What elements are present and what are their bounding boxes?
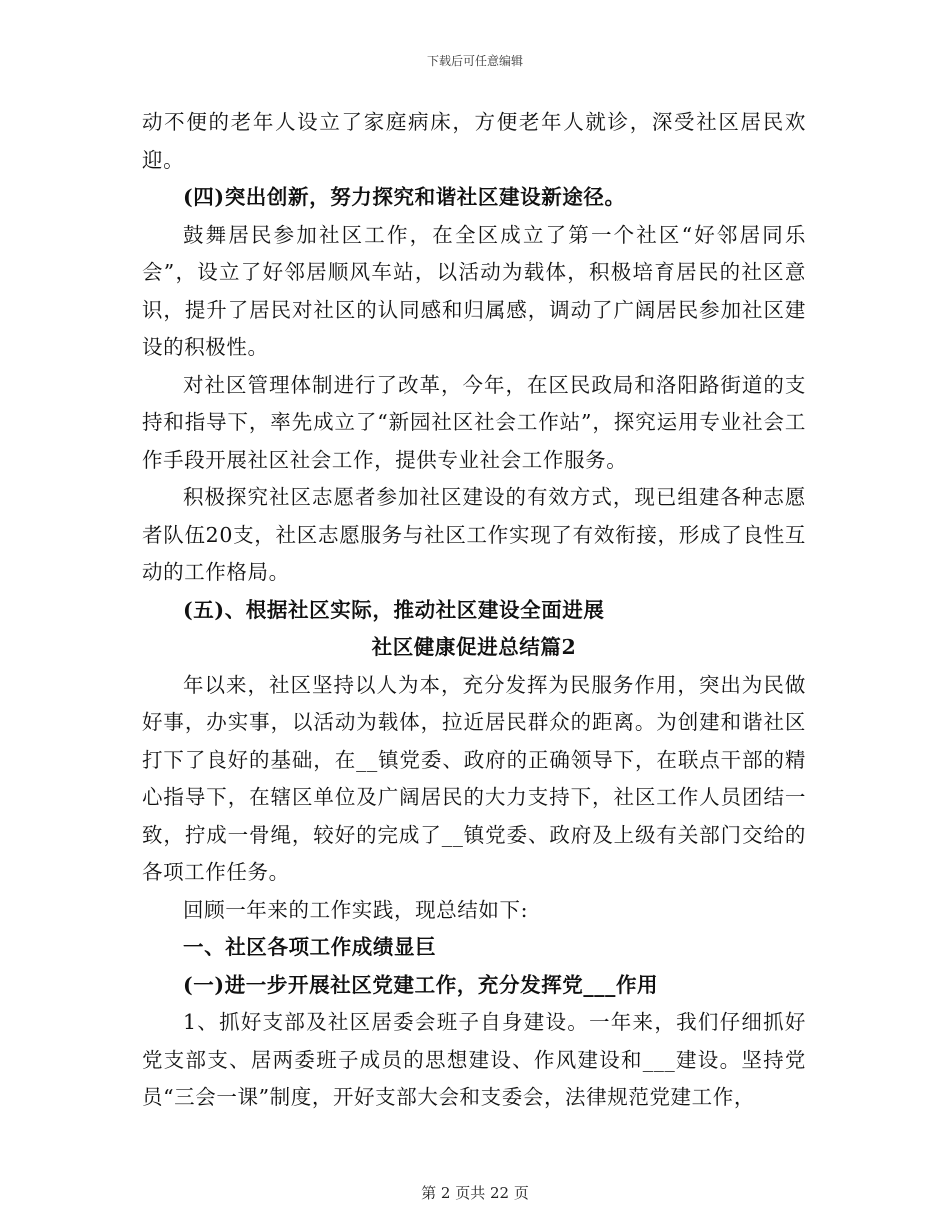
- paragraph: 对社区管理体制进行了改革，今年，在区民政局和洛阳路街道的支持和指导下，率先成立了“新园社区社会工作站”，探究运用专业社会工作手段开展社区社会工作，提供专业社会工作服务。: [142, 372, 806, 472]
- page-footer: 第 2 页共 22 页: [421, 1184, 529, 1202]
- paragraph: 鼓舞居民参加社区工作，在全区成立了第一个社区“好邻居同乐会”，设立了好邻居顺风车站，以活动为载体，积极培育居民的社区意识，提升了居民对社区的认同感和归属感，调动了广阔居民参加社区建设的积极性。: [142, 222, 806, 359]
- section-heading-5: (五)、根据社区实际，推动社区建设全面进展: [183, 597, 605, 622]
- section-heading-1: 一、社区各项工作成绩显巨: [183, 935, 437, 959]
- subsection-heading-1: (一)进一步开展社区党建工作，充分发挥党___作用: [183, 972, 659, 997]
- paragraph-continuation: 动不便的老年人设立了家庭病床，方便老年人就诊，深受社区居民欢迎。: [142, 110, 806, 172]
- paragraph: 回顾一年来的工作实践，现总结如下:: [183, 897, 529, 922]
- section-heading-4: (四)突出创新，努力探究和谐社区建设新途径。: [183, 185, 626, 209]
- document-body: [142, 104, 806, 1117]
- paragraph: 年以来，社区坚持以人为本，充分发挥为民服务作用，突出为民做好事，办实事，以活动为载体，拉近居民群众的距离。为创建和谐社区打下了良好的基础，在__镇党委、政府的正确领导下，在联点干部的精心指导下，在辖区单位及广阔居民的大力支持下，社区工作人员团结一致，拧成一骨绳，较好的完成了__镇党委、政府及上级有关部门交给的各项工作任务。: [142, 672, 806, 884]
- page-header: 下载后可任意编辑: [426, 54, 523, 68]
- paragraph: 积极探究社区志愿者参加社区建设的有效方式，现已组建各种志愿者队伍20支，社区志愿服务与社区工作实现了有效衔接，形成了良性互动的工作格局。: [142, 485, 806, 584]
- paragraph: 1、抓好支部及社区居委会班子自身建设。一年来，我们仔细抓好党支部支、居两委班子成员的思想建设、作风建设和___建设。坚持党员“三会一课”制度，开好支部大会和支委会，法律规范党建工作，: [142, 1010, 806, 1109]
- article-title: 社区健康促进总结篇2: [371, 635, 577, 659]
